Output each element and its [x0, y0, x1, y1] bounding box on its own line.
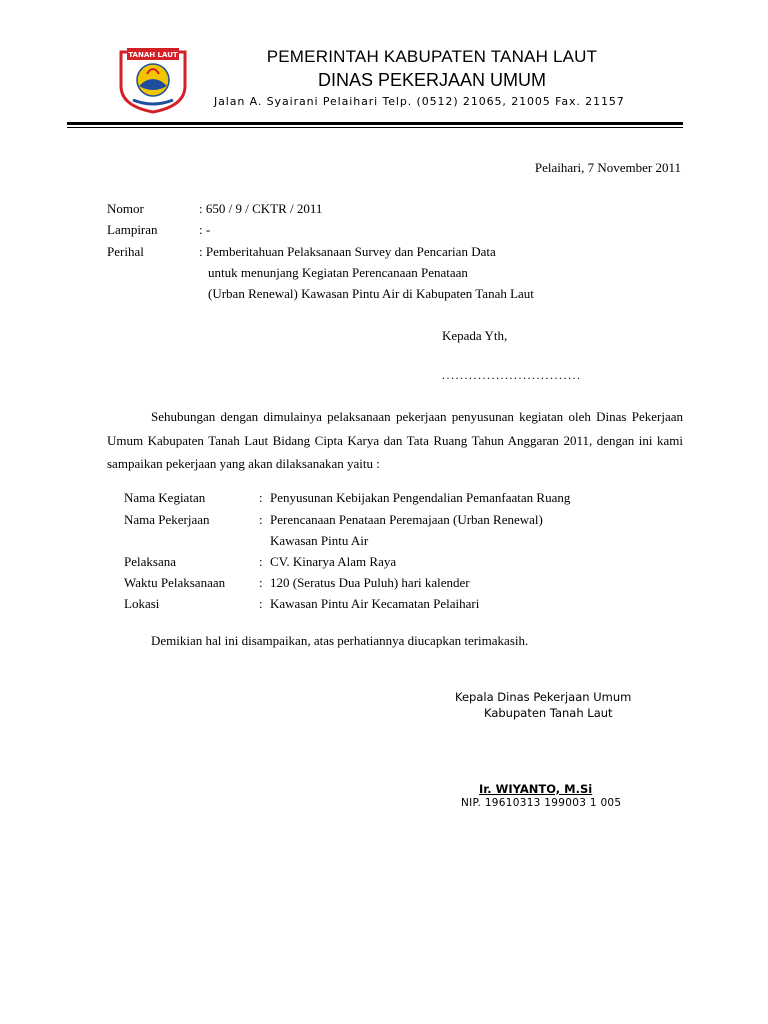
perihal-label: Perihal: [107, 244, 144, 259]
recipient-placeholder: ...............................: [442, 368, 582, 382]
letterhead-divider-thick: [67, 122, 683, 125]
office-address: Jalan A. Syairani Pelaihari Telp. (0512) 21065, 21005 Fax. 21157: [214, 95, 625, 108]
perihal-line: (Urban Renewal) Kawasan Pintu Air di Kabupaten Tanah Laut: [208, 286, 534, 301]
lampiran-label: Lampiran: [107, 222, 158, 237]
signatory-name: Ir. WIYANTO, M.Si: [479, 782, 593, 796]
detail-label: Pelaksana: [124, 554, 176, 569]
signatory-title: Kepala Dinas Pekerjaan Umum: [455, 690, 632, 704]
recipient-greeting: Kepada Yth,: [442, 328, 508, 343]
closing-sentence: Demikian hal ini disampaikan, atas perhatiannya diucapkan terimakasih.: [151, 633, 529, 648]
lampiran-value: : -: [199, 222, 211, 237]
nomor-value: : 650 / 9 / CKTR / 2011: [199, 201, 323, 216]
detail-label: Nama Pekerjaan: [124, 512, 210, 527]
perihal-line: : Pemberitahuan Pelaksanaan Survey dan Pencarian Data: [199, 244, 496, 259]
detail-value: CV. Kinarya Alam Raya: [270, 554, 397, 569]
department-name: DINAS PEKERJAAN UMUM: [317, 70, 547, 90]
perihal-line: untuk menunjang Kegiatan Perencanaan Penataan: [208, 265, 468, 280]
svg-text:TANAH LAUT: TANAH LAUT: [128, 51, 178, 59]
nomor-label: Nomor: [107, 201, 144, 216]
detail-label: Lokasi: [124, 596, 160, 611]
government-name: PEMERINTAH KABUPATEN TANAH LAUT: [266, 47, 598, 66]
detail-label: Waktu Pelaksanaan: [124, 575, 226, 590]
detail-value: Perencanaan Penataan Peremajaan (Urban Renewal): [270, 512, 543, 527]
letter-date: Pelaihari, 7 November 2011: [534, 160, 681, 175]
detail-value: Penyusunan Kebijakan Pengendalian Pemanfaatan Ruang: [270, 490, 571, 505]
letterhead-divider-thin: [67, 127, 683, 128]
detail-value: Kawasan Pintu Air Kecamatan Pelaihari: [270, 596, 480, 611]
body-paragraph: Sehubungan dengan dimulainya pelaksanaan pekerjaan penyusunan kegiatan oleh Dinas Pekerjaan Umum Kabupaten Tanah Laut Bidang Cipta Karya dan Tata Ruang Tahun Anggaran 2011, dengan ini kami sampaikan pekerjaan yang akan dilaksanakan yaitu :: [107, 409, 683, 471]
detail-value: 120 (Seratus Dua Puluh) hari kalender: [270, 575, 470, 590]
detail-colon: :: [259, 512, 263, 527]
detail-label: Nama Kegiatan: [124, 490, 206, 505]
detail-colon: :: [259, 575, 263, 590]
signatory-office: Kabupaten Tanah Laut: [484, 706, 613, 720]
detail-colon: :: [259, 554, 263, 569]
detail-colon: :: [259, 490, 263, 505]
signatory-nip: NIP. 19610313 199003 1 005: [461, 797, 622, 809]
detail-value: Kawasan Pintu Air: [270, 533, 369, 548]
detail-colon: :: [259, 596, 263, 611]
